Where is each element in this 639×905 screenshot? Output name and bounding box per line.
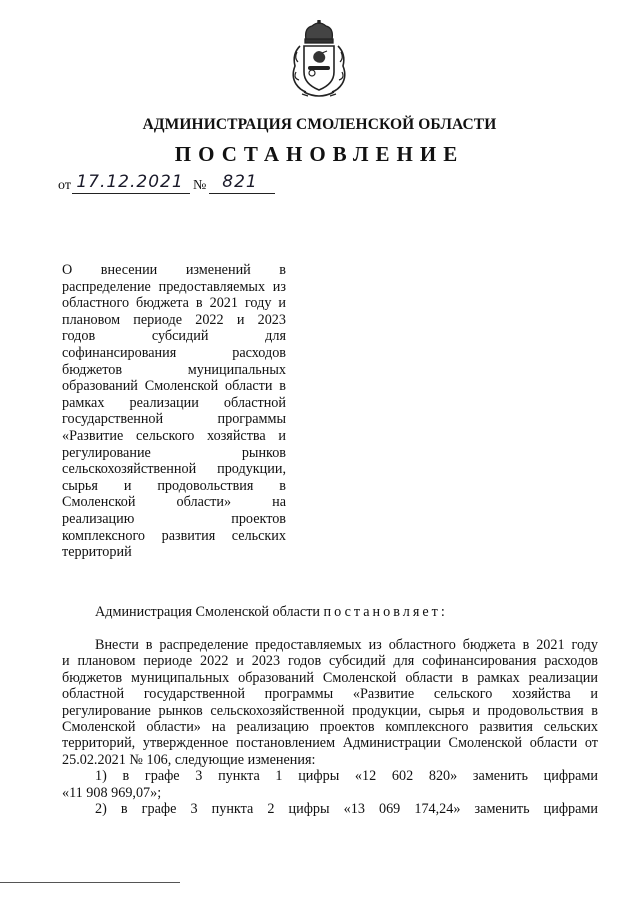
body-line: Смоленской области» на реализацию проектов комплексного развития сельских (62, 718, 598, 735)
coat-of-arms-icon (290, 20, 348, 102)
subject-line: «Развитие сельского хозяйства и (62, 427, 286, 444)
number-prefix: № (193, 178, 207, 193)
list-item: 2) в графе 3 пункта 2 цифры «13 069 174,24» заменить цифрами (95, 800, 598, 817)
subject-line: годов субсидий для (62, 328, 286, 345)
subject-line: распределение предоставляемых из (62, 278, 286, 295)
subject-line: рамках реализации областной (62, 394, 286, 411)
subject-line: областного бюджета в 2021 году и (62, 295, 286, 312)
handwritten-number: 821 (222, 172, 258, 192)
intro-text: Администрация Смоленской области (95, 604, 320, 620)
subject-line: образований Смоленской области в (62, 378, 286, 395)
registration-line (58, 174, 298, 196)
body-line: 25.02.2021 № 106, следующие изменения: (62, 751, 316, 768)
subject-line: О внесении изменений в (62, 262, 286, 278)
body-line: территорий, утвержденное постановлением Администрации Смоленской области от (62, 735, 598, 752)
subject-block (62, 262, 286, 561)
subject-line: сырья и продовольствия в (62, 477, 286, 494)
resolution-body (62, 637, 598, 817)
subject-line: сельскохозяйственной продукции, (62, 461, 286, 478)
handwritten-date: 17.12.2021 (76, 172, 184, 192)
body-line: бюджетов муниципальных образований Смоленской области в рамках реализации (62, 669, 598, 686)
subject-line: территорий (62, 544, 132, 561)
list-item-continuation: «11 908 969,07»; (62, 784, 162, 801)
subject-line: Смоленской области» на (62, 494, 286, 511)
subject-line: комплексного развития сельских (62, 527, 286, 544)
body-line: Внести в распределение предоставляемых из областного бюджета в 2021 году (95, 637, 598, 653)
subject-line: плановом периоде 2022 и 2023 (62, 311, 286, 328)
resolution-intro (95, 604, 448, 621)
footer-rule (0, 882, 180, 883)
body-line: регулирование рынков сельскохозяйственной продукции, сырья и продовольствия в (62, 702, 598, 719)
number-underline (209, 193, 275, 194)
list-item: 1) в графе 3 пункта 1 цифры «12 602 820» заменить цифрами (95, 768, 598, 785)
body-line: областной государственной программы «Развитие сельского хозяйства и (62, 686, 598, 703)
subject-line: софинансирования расходов (62, 344, 286, 361)
date-underline (72, 193, 190, 194)
body-line: и плановом периоде 2022 и 2023 годов субсидий для софинансирования расходов (62, 653, 598, 670)
intro-verb: постановляет: (323, 604, 448, 620)
organization-title: АДМИНИСТРАЦИЯ СМОЛЕНСКОЙ ОБЛАСТИ (142, 116, 497, 133)
subject-line: бюджетов муниципальных (62, 361, 286, 378)
subject-line: реализацию проектов (62, 510, 286, 527)
document-type-title: ПОСТАНОВЛЕНИЕ (174, 142, 465, 166)
date-prefix: от (58, 178, 71, 193)
subject-line: государственной программы (62, 411, 286, 428)
subject-line: регулирование рынков (62, 444, 286, 461)
